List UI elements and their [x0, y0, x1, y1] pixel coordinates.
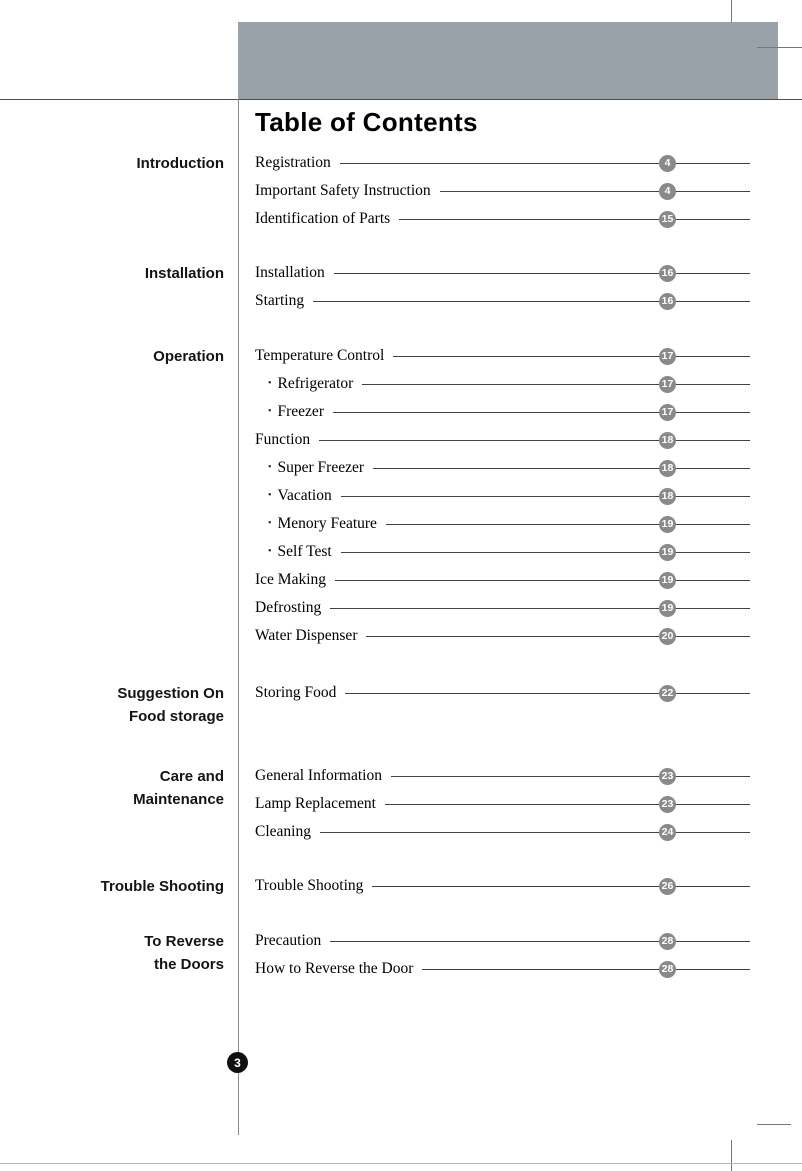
- toc-section: [0, 927, 802, 983]
- leader-line: [341, 496, 750, 497]
- page-number-badge: 20: [659, 628, 676, 645]
- toc-entry[interactable]: [255, 287, 750, 315]
- entry-title: Menory Feature: [277, 515, 377, 532]
- leader-line: [340, 163, 750, 164]
- section-label: [0, 259, 238, 285]
- toc-entry[interactable]: [255, 177, 750, 205]
- section-entries: [238, 872, 750, 900]
- toc-entry[interactable]: [255, 398, 750, 426]
- toc-content: [0, 99, 802, 983]
- toc-section: [0, 872, 802, 900]
- section-entries: [238, 259, 750, 315]
- section-label: [0, 872, 238, 898]
- bottom-rule: [0, 1163, 802, 1164]
- page-number-badge: 19: [659, 600, 676, 617]
- toc-entry[interactable]: [255, 790, 750, 818]
- entry-title: Precaution: [255, 932, 322, 949]
- bullet-icon: •: [268, 518, 272, 529]
- leader-line: [386, 524, 750, 525]
- bullet-icon: •: [268, 546, 272, 557]
- section-label-line: Suggestion On: [117, 685, 224, 702]
- entry-title: Self Test: [277, 543, 332, 560]
- bullet-icon: •: [268, 490, 272, 501]
- page-number-badge: 24: [659, 824, 676, 841]
- toc-entry[interactable]: [255, 927, 750, 955]
- page-number-badge: 23: [659, 768, 676, 785]
- leader-line: [320, 832, 750, 833]
- leader-line: [335, 580, 750, 581]
- page-number-badge: 26: [659, 878, 676, 895]
- page-number-badge: 17: [659, 376, 676, 393]
- entry-title: Function: [255, 431, 311, 448]
- section-label: [0, 927, 238, 976]
- page-number-indicator: 3: [227, 1052, 248, 1073]
- page-title: Table of Contents: [255, 107, 478, 137]
- entry-title: Vacation: [277, 487, 332, 504]
- page-number-badge: 22: [659, 685, 676, 702]
- toc-entry[interactable]: [255, 426, 750, 454]
- page-number-badge: 15: [659, 211, 676, 228]
- page-number-badge: 23: [659, 796, 676, 813]
- section-label-line: To Reverse: [144, 933, 224, 950]
- leader-line: [333, 412, 750, 413]
- leader-line: [319, 440, 750, 441]
- page-number-badge: 17: [659, 348, 676, 365]
- entry-title: Temperature Control: [255, 347, 385, 364]
- entry-title: Lamp Replacement: [255, 795, 376, 812]
- leader-line: [373, 468, 750, 469]
- entry-title: Starting: [255, 292, 305, 309]
- crop-mark-top-horizontal: [757, 47, 802, 48]
- bullet-icon: •: [268, 462, 272, 473]
- section-label-line: Installation: [144, 265, 224, 282]
- toc-section: [0, 762, 802, 846]
- entry-title: Water Dispenser: [255, 627, 358, 644]
- crop-mark-top-vertical: [731, 0, 732, 22]
- section-label: [0, 342, 238, 368]
- leader-line: [366, 636, 750, 637]
- toc-entry[interactable]: [255, 149, 750, 177]
- toc-entry[interactable]: [255, 566, 750, 594]
- toc-entry[interactable]: [255, 762, 750, 790]
- toc-entry[interactable]: [255, 818, 750, 846]
- entry-title: Identification of Parts: [255, 210, 391, 227]
- toc-entry[interactable]: [255, 622, 750, 650]
- entry-title: Cleaning: [255, 823, 311, 840]
- page-number-badge: 18: [659, 488, 676, 505]
- leader-line: [313, 301, 750, 302]
- leader-line: [422, 969, 750, 970]
- toc-entry[interactable]: [255, 538, 750, 566]
- leader-line: [330, 941, 750, 942]
- page-number-badge: 19: [659, 572, 676, 589]
- toc-entry[interactable]: [255, 510, 750, 538]
- leader-line: [362, 384, 750, 385]
- entry-title: Registration: [255, 154, 331, 171]
- toc-entry[interactable]: [255, 679, 750, 707]
- page-number-badge: 18: [659, 432, 676, 449]
- section-label: [0, 762, 238, 811]
- entry-title: Ice Making: [255, 571, 327, 588]
- section-label-line: Maintenance: [133, 791, 224, 808]
- crop-mark-bottom-horizontal: [757, 1124, 791, 1125]
- toc-entry[interactable]: [255, 370, 750, 398]
- page-number-badge: 18: [659, 460, 676, 477]
- toc-entry[interactable]: [255, 342, 750, 370]
- toc-entry[interactable]: [255, 594, 750, 622]
- toc-entry[interactable]: [255, 454, 750, 482]
- leader-line: [391, 776, 750, 777]
- section-label: [0, 679, 238, 728]
- page-number-badge: 4: [659, 183, 676, 200]
- toc-groups: [0, 149, 802, 983]
- toc-section: [0, 259, 802, 315]
- toc-entry[interactable]: [255, 955, 750, 983]
- crop-mark-bottom-vertical: [731, 1140, 732, 1171]
- section-label: [0, 149, 238, 175]
- section-entries: [238, 679, 750, 707]
- section-label-line: the Doors: [153, 956, 224, 973]
- entry-title: General Information: [255, 767, 382, 784]
- bullet-icon: •: [268, 406, 272, 417]
- leader-line: [393, 356, 750, 357]
- page-number-badge: 17: [659, 404, 676, 421]
- leader-line: [330, 608, 750, 609]
- toc-section: [0, 342, 802, 650]
- page-number-badge: 19: [659, 544, 676, 561]
- section-entries: [238, 149, 750, 233]
- bullet-icon: •: [268, 378, 272, 389]
- leader-line: [341, 552, 750, 553]
- section-label-line: Introduction: [136, 155, 224, 172]
- page-number-badge: 16: [659, 265, 676, 282]
- toc-entry[interactable]: [255, 205, 750, 233]
- entry-title: Installation: [255, 264, 325, 281]
- leader-line: [372, 886, 750, 887]
- page-number-badge: 4: [659, 155, 676, 172]
- toc-entry[interactable]: [255, 482, 750, 510]
- leader-line: [345, 693, 750, 694]
- page-number-badge: 19: [659, 516, 676, 533]
- section-entries: [238, 342, 750, 650]
- page-number-badge: 28: [659, 933, 676, 950]
- section-label-line: Care and: [159, 768, 224, 785]
- toc-entry[interactable]: [255, 872, 750, 900]
- page-number-badge: 28: [659, 961, 676, 978]
- entry-title: How to Reverse the Door: [255, 960, 414, 977]
- section-entries: [238, 927, 750, 983]
- leader-line: [440, 191, 750, 192]
- toc-section: [0, 149, 802, 233]
- entry-title: Super Freezer: [277, 459, 365, 476]
- leader-line: [385, 804, 750, 805]
- entry-title: Storing Food: [255, 684, 337, 701]
- leader-line: [399, 219, 750, 220]
- entry-title: Trouble Shooting: [255, 877, 364, 894]
- section-label-line: Operation: [153, 348, 224, 365]
- toc-entry[interactable]: [255, 259, 750, 287]
- entry-title: Defrosting: [255, 599, 322, 616]
- page-number-badge: 16: [659, 293, 676, 310]
- entry-title: Freezer: [277, 403, 324, 420]
- entry-title: Refrigerator: [277, 375, 354, 392]
- entry-title: Important Safety Instruction: [255, 182, 431, 199]
- section-label-line: Trouble Shooting: [100, 878, 224, 895]
- toc-section: [0, 679, 802, 728]
- section-entries: [238, 762, 750, 846]
- section-label-line: Food storage: [128, 708, 224, 725]
- header-band: [238, 22, 778, 99]
- leader-line: [334, 273, 750, 274]
